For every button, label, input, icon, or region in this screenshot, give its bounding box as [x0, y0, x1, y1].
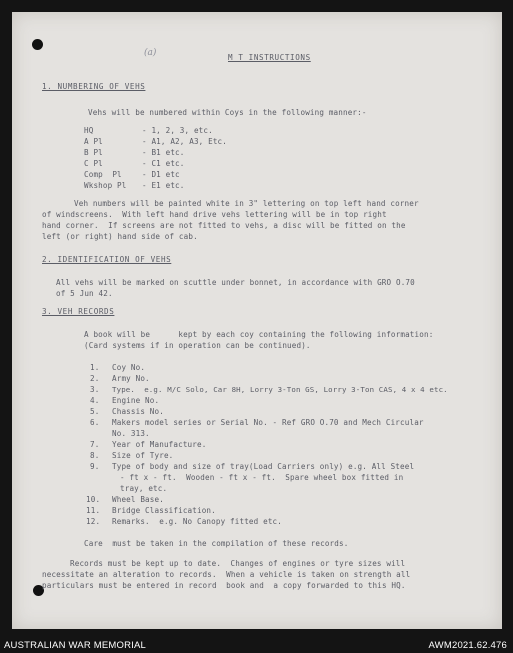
- list-item: Type. e.g. M/C Solo, Car 8H, Lorry 3-Ton GS, Lorry 3-Ton CAS, 4 x 4 etc.: [112, 385, 448, 394]
- list-item: Chassis No.: [112, 407, 164, 416]
- section-1-intro: Vehs will be numbered within Coys in the following manner:-: [88, 108, 367, 117]
- table-rule: - D1 etc: [142, 170, 180, 179]
- list-item: Coy No.: [112, 363, 146, 372]
- list-number: 12.: [86, 517, 101, 526]
- list-number: 9.: [90, 462, 100, 471]
- section-1-heading: 1. NUMBERING OF VEHS: [42, 82, 146, 91]
- list-number: 8.: [90, 451, 100, 460]
- list-number: 10.: [86, 495, 101, 504]
- list-number: 2.: [90, 374, 100, 383]
- list-number: 3.: [90, 385, 100, 394]
- list-item: Year of Manufacture.: [112, 440, 207, 449]
- paragraph-line: of windscreens. With left hand drive vehs lettering will be in top right: [42, 210, 387, 219]
- list-item: tray, etc.: [120, 484, 168, 493]
- section-3-intro: (Card systems if in operation can be continued).: [84, 341, 311, 350]
- list-number: 5.: [90, 407, 100, 416]
- list-item: No. 313.: [112, 429, 150, 438]
- list-item: Makers model series or Serial No. - Ref GRO O.70 and Mech Circular: [112, 418, 424, 427]
- section-3-intro: A book will be kept by each coy containing the following information:: [84, 330, 434, 339]
- paragraph-line: Records must be kept up to date. Changes of engines or tyre sizes will: [70, 559, 406, 568]
- table-unit: A Pl: [84, 137, 103, 146]
- document-page: [12, 12, 502, 629]
- table-unit: HQ: [84, 126, 94, 135]
- table-unit: C Pl: [84, 159, 103, 168]
- table-unit: Wkshop Pl: [84, 181, 127, 190]
- paragraph-line: hand corner. If screens are not fitted to vehs, a disc will be fitted on the: [42, 221, 406, 230]
- table-rule: - C1 etc.: [142, 159, 185, 168]
- list-item: Engine No.: [112, 396, 160, 405]
- section-2-line: All vehs will be marked on scuttle under bonnet, in accordance with GRO O.70: [56, 278, 415, 287]
- punch-hole-top: [32, 39, 43, 50]
- document-title: M T INSTRUCTIONS: [228, 53, 311, 62]
- list-item: - ft x - ft. Wooden - ft x - ft. Spare wheel box fitted in: [120, 473, 404, 482]
- paragraph-line: Veh numbers will be painted white in 3" lettering on top left hand corner: [74, 199, 419, 208]
- list-number: 4.: [90, 396, 100, 405]
- list-item: Army No.: [112, 374, 150, 383]
- list-item: Remarks. e.g. No Canopy fitted etc.: [112, 517, 282, 526]
- paragraph-line: necessitate an alteration to records. When a vehicle is taken on strength all: [42, 570, 411, 579]
- paragraph-line: particulars must be entered in record book and a copy forwarded to this HQ.: [42, 581, 406, 590]
- pencil-mark: (a): [144, 48, 157, 58]
- list-item: Size of Tyre.: [112, 451, 174, 460]
- list-number: 11.: [86, 506, 101, 515]
- list-item: Bridge Classification.: [112, 506, 216, 515]
- list-item: Type of body and size of tray(Load Carriers only) e.g. All Steel: [112, 462, 415, 471]
- archive-caption-left: AUSTRALIAN WAR MEMORIAL: [4, 640, 147, 651]
- section-2-line: of 5 Jun 42.: [56, 289, 113, 298]
- table-unit: Comp Pl: [84, 170, 122, 179]
- table-rule: - 1, 2, 3, etc.: [142, 126, 213, 135]
- list-number: 7.: [90, 440, 100, 449]
- section-3-heading: 3. VEH RECORDS: [42, 307, 115, 316]
- archive-caption-right: AWM2021.62.476: [428, 640, 507, 651]
- table-unit: B Pl: [84, 148, 103, 157]
- table-rule: - B1 etc.: [142, 148, 185, 157]
- list-item: Wheel Base.: [112, 495, 164, 504]
- table-rule: - A1, A2, A3, Etc.: [142, 137, 227, 146]
- list-number: 6.: [90, 418, 100, 427]
- section-2-heading: 2. IDENTIFICATION OF VEHS: [42, 255, 172, 264]
- paragraph-line: left (or right) hand side of cab.: [42, 232, 198, 241]
- table-rule: - E1 etc.: [142, 181, 185, 190]
- care-note: Care must be taken in the compilation of these records.: [84, 539, 349, 548]
- list-number: 1.: [90, 363, 100, 372]
